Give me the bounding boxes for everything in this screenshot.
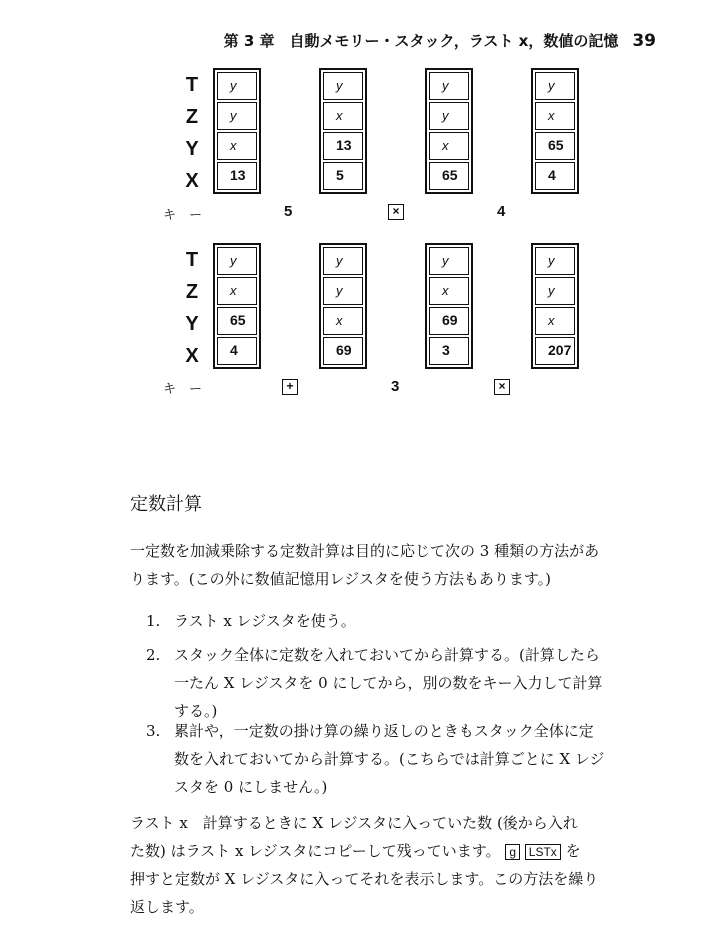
list-item: [146, 607, 666, 635]
stack-cell: y: [429, 72, 469, 100]
intro-paragraph: [130, 537, 660, 593]
stack-cell: 5: [323, 162, 363, 190]
list-item: [146, 641, 666, 725]
stack-cell: x: [323, 307, 363, 335]
stack-diagram: [213, 68, 261, 194]
closing-line: ラスト x 計算するときに X レジスタに入っていた数 (後から入れ: [130, 814, 578, 832]
page-number: 39: [632, 31, 656, 51]
stack-diagram: [531, 68, 579, 194]
chapter-title: 第 3 章 自動メモリー・スタック，ラスト x，数値の記憶: [223, 32, 619, 50]
stack-cell: y: [535, 72, 575, 100]
intro-line: 一定数を加減乗除する定数計算は目的に応じて次の 3 種類の方法があ: [130, 542, 600, 560]
stack-cell: y: [217, 247, 257, 275]
stack-cell: 69: [429, 307, 469, 335]
reg-label-z: Z: [185, 106, 199, 128]
key-row-label: キ ー: [163, 382, 203, 397]
stack-cell: 4: [535, 162, 575, 190]
list-number: 2.: [146, 646, 161, 664]
g-key: g: [505, 844, 520, 860]
list-number: 3.: [146, 722, 161, 740]
stack-cell: x: [535, 307, 575, 335]
reg-label-y: Y: [185, 138, 199, 160]
stack-cell: y: [323, 72, 363, 100]
stack-cell: x: [429, 277, 469, 305]
closing-text: を: [565, 842, 581, 860]
reg-label-t: T: [185, 74, 199, 96]
closing-line-with-keys: [130, 837, 660, 865]
list-line: スタを 0 にしません。): [174, 778, 328, 796]
key-digit: 3: [391, 378, 400, 395]
list-number: 1.: [146, 612, 161, 630]
stack-cell: y: [535, 277, 575, 305]
stack-cell: 65: [429, 162, 469, 190]
list-line: する。): [174, 702, 218, 720]
stack-cell: x: [429, 132, 469, 160]
lstx-key: LSTx: [525, 844, 561, 860]
list-line: ラスト x レジスタを使う。: [174, 612, 356, 630]
stack-cell: 4: [217, 337, 257, 365]
reg-label-y: Y: [185, 313, 199, 335]
list-line: スタック全体に定数を入れておいてから計算する。(計算したら: [174, 646, 600, 664]
stack-cell: y: [217, 102, 257, 130]
stack-cell: y: [217, 72, 257, 100]
stack-cell: y: [429, 102, 469, 130]
closing-line: 押すと定数が X レジスタに入ってそれを表示します。この方法を繰り: [130, 870, 599, 888]
multiply-key: ×: [494, 379, 510, 395]
stack-cell: 13: [323, 132, 363, 160]
stack-cell: x: [217, 277, 257, 305]
section-title: 定数計算: [130, 494, 202, 515]
stack-cell: 3: [429, 337, 469, 365]
reg-label-x: X: [185, 170, 199, 192]
intro-line: ります。(この外に数値記憶用レジスタを使う方法もあります。): [130, 570, 551, 588]
stack-diagram: [319, 243, 367, 369]
multiply-key: ×: [388, 204, 404, 220]
list-line: 累計や，一定数の掛け算の繰り返しのときもスタック全体に定: [174, 722, 594, 740]
stack-cell: y: [429, 247, 469, 275]
stack-diagram: [213, 243, 261, 369]
running-header: [0, 30, 656, 51]
reg-label-z: Z: [185, 281, 199, 303]
key-row-label: キ ー: [163, 208, 203, 223]
closing-line: 返します。: [130, 898, 204, 916]
stack-cell: 65: [535, 132, 575, 160]
stack-cell: y: [535, 247, 575, 275]
stack-cell: y: [323, 247, 363, 275]
reg-label-x: X: [185, 345, 199, 367]
stack-cell: x: [323, 102, 363, 130]
stack-diagram: [319, 68, 367, 194]
closing-paragraph: [130, 809, 660, 921]
stack-cell: y: [323, 277, 363, 305]
list-item: [146, 717, 666, 801]
list-line: 数を入れておいてから計算する。(こちらでは計算ごとに X レジ: [174, 750, 605, 768]
stack-cell: 13: [217, 162, 257, 190]
stack-cell: 65: [217, 307, 257, 335]
key-digit: 4: [497, 203, 506, 220]
list-line: 一たん X レジスタを 0 にしてから，別の数をキー入力して計算: [174, 674, 603, 692]
stack-diagram: [425, 68, 473, 194]
plus-key: +: [282, 379, 298, 395]
key-digit: 5: [284, 203, 293, 220]
stack-cell: 207: [535, 337, 575, 365]
stack-cell: 69: [323, 337, 363, 365]
stack-diagram: [531, 243, 579, 369]
stack-diagram: [425, 243, 473, 369]
reg-label-t: T: [185, 249, 199, 271]
closing-text: た数) はラスト x レジスタにコピーして残っています。: [130, 842, 501, 860]
stack-cell: x: [535, 102, 575, 130]
stack-cell: x: [217, 132, 257, 160]
